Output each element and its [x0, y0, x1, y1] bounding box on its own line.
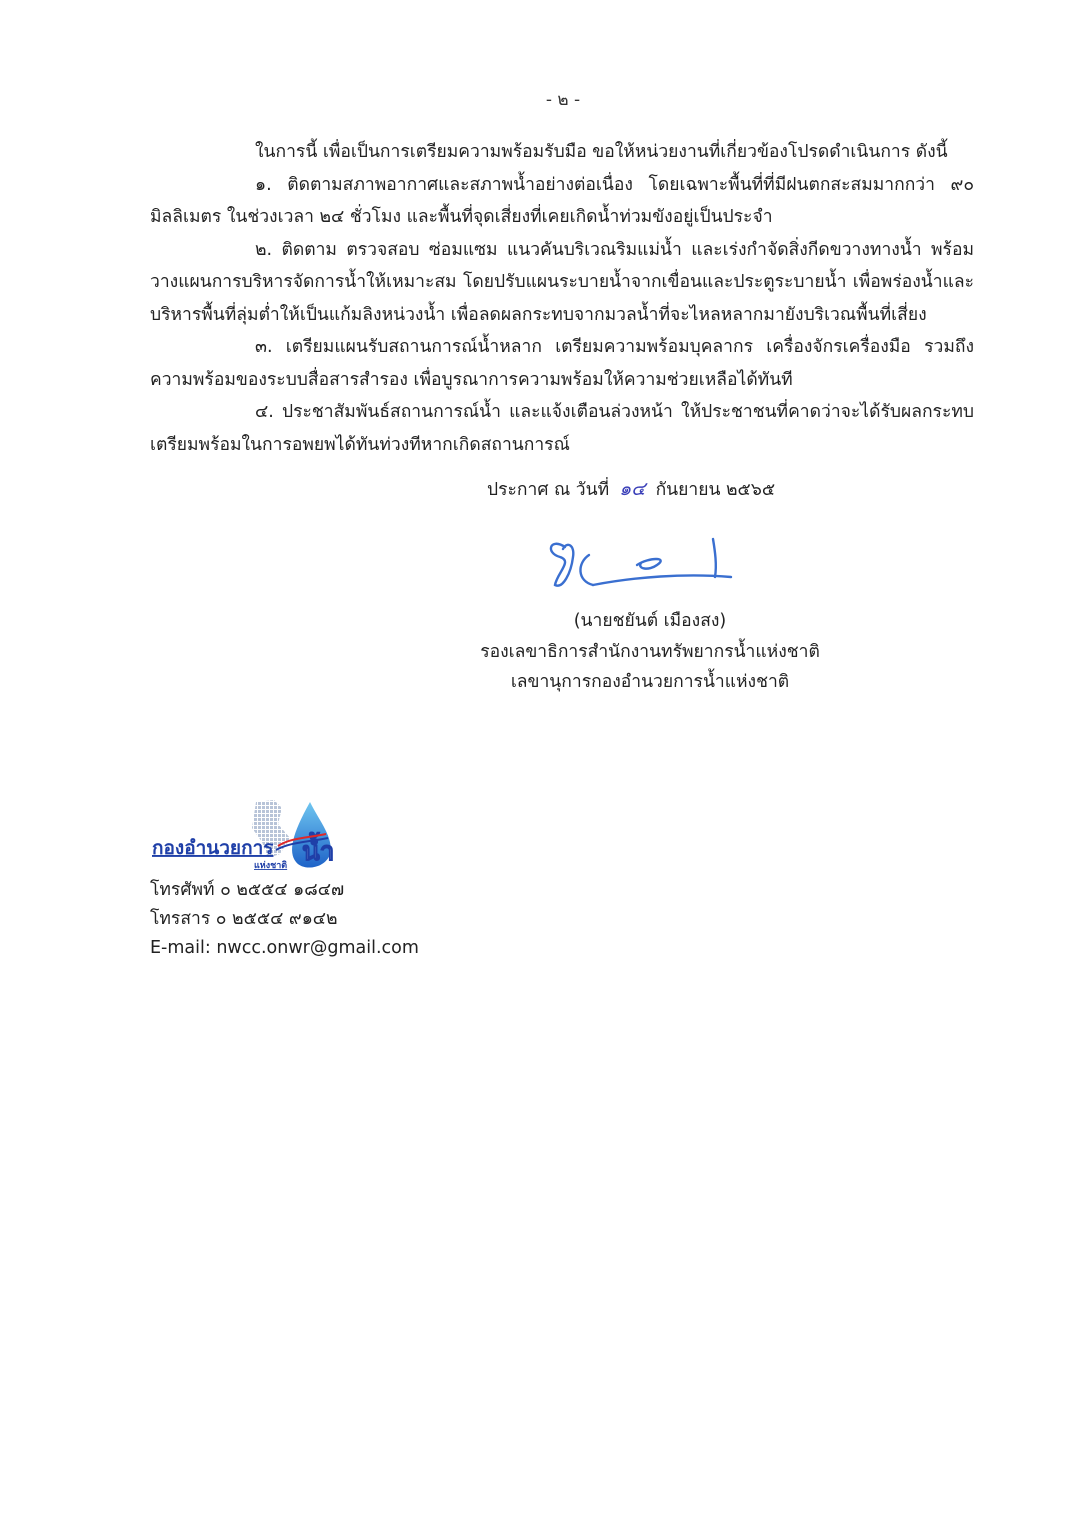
document-body	[150, 136, 974, 461]
email-address: E-mail: nwcc.onwr@gmail.com	[150, 938, 419, 958]
signer-position-2: เลขานุการกองอำนวยการน้ำแห่งชาติ	[510, 672, 790, 692]
list-item-4: ๔. ประชาสัมพันธ์สถานการณ์น้ำ และแจ้งเตือนล่วงหน้า ให้ประชาชนที่คาดว่าจะได้รับผลกระทบ เตรียมพร้อมในการอพยพได้ทันท่วงทีหากเกิดสถานการณ์	[150, 402, 974, 455]
announcement-day: ๑๔	[619, 478, 646, 500]
contact-info	[150, 876, 419, 963]
signer-position-1: รองเลขาธิการสำนักงานทรัพยากรน้ำแห่งชาติ	[480, 642, 820, 662]
signature-image	[545, 533, 735, 591]
svg-text:แห่งชาติ: แห่งชาติ	[254, 861, 288, 871]
announcement-month-year: กันยายน ๒๕๖๕	[655, 480, 776, 500]
svg-text:กองอำนวยการ: กองอำนวยการ	[152, 837, 274, 859]
phone-number: โทรศัพท์ ๐ ๒๕๕๔ ๑๘๔๗	[150, 880, 345, 900]
announcement-date	[487, 474, 775, 504]
page-number: - ๒ -	[545, 90, 581, 110]
list-item-2: ๒. ติดตาม ตรวจสอบ ซ่อมแซม แนวคันบริเวณริมแม่น้ำ และเร่งกำจัดสิ่งกีดขวางทางน้ำ พร้อมวางแผนการบริหารจัดการน้ำให้เหมาะสม โดยปรับแผนระบายน้ำจากเขื่อนและประตูระบายน้ำ เพื่อพร่องน้ำและบริหารพื้นที่ลุ่มต่ำให้เป็นแก้มลิงหน่วงน้ำ เพื่อลดผลกระทบจากมวลน้ำที่จะไหลหลากมายังบริเวณพื้นที่เสี่ยง	[150, 239, 974, 325]
list-item-1: ๑. ติดตามสภาพอากาศและสภาพน้ำอย่างต่อเนื่อง โดยเฉพาะพื้นที่ที่มีฝนตกสะสมมากกว่า ๙๐ มิลลิเมตร ในช่วงเวลา ๒๔ ชั่วโมง และพื้นที่จุดเสี่ยงที่เคยเกิดน้ำท่วมขังอยู่เป็นประจำ	[150, 174, 974, 227]
fax-number: โทรสาร ๐ ๒๕๕๔ ๙๑๔๒	[150, 909, 338, 929]
nwcc-logo	[150, 798, 335, 873]
signer-name: (นายชยันต์ เมืองสง)	[573, 611, 727, 631]
intro-paragraph: ในการนี้ เพื่อเป็นการเตรียมความพร้อมรับมือ ขอให้หน่วยงานที่เกี่ยวข้องโปรดดำเนินการ ดังนี้	[255, 142, 948, 162]
announcement-prefix: ประกาศ ณ วันที่	[487, 480, 610, 500]
svg-text:น้ำ: น้ำ	[302, 837, 335, 867]
list-item-3: ๓. เตรียมแผนรับสถานการณ์น้ำหลาก เตรียมความพร้อมบุคลากร เครื่องจักรเครื่องมือ รวมถึงความพร้อมของระบบสื่อสารสำรอง เพื่อบูรณาการความพร้อมให้ความช่วยเหลือได้ทันที	[150, 337, 974, 390]
